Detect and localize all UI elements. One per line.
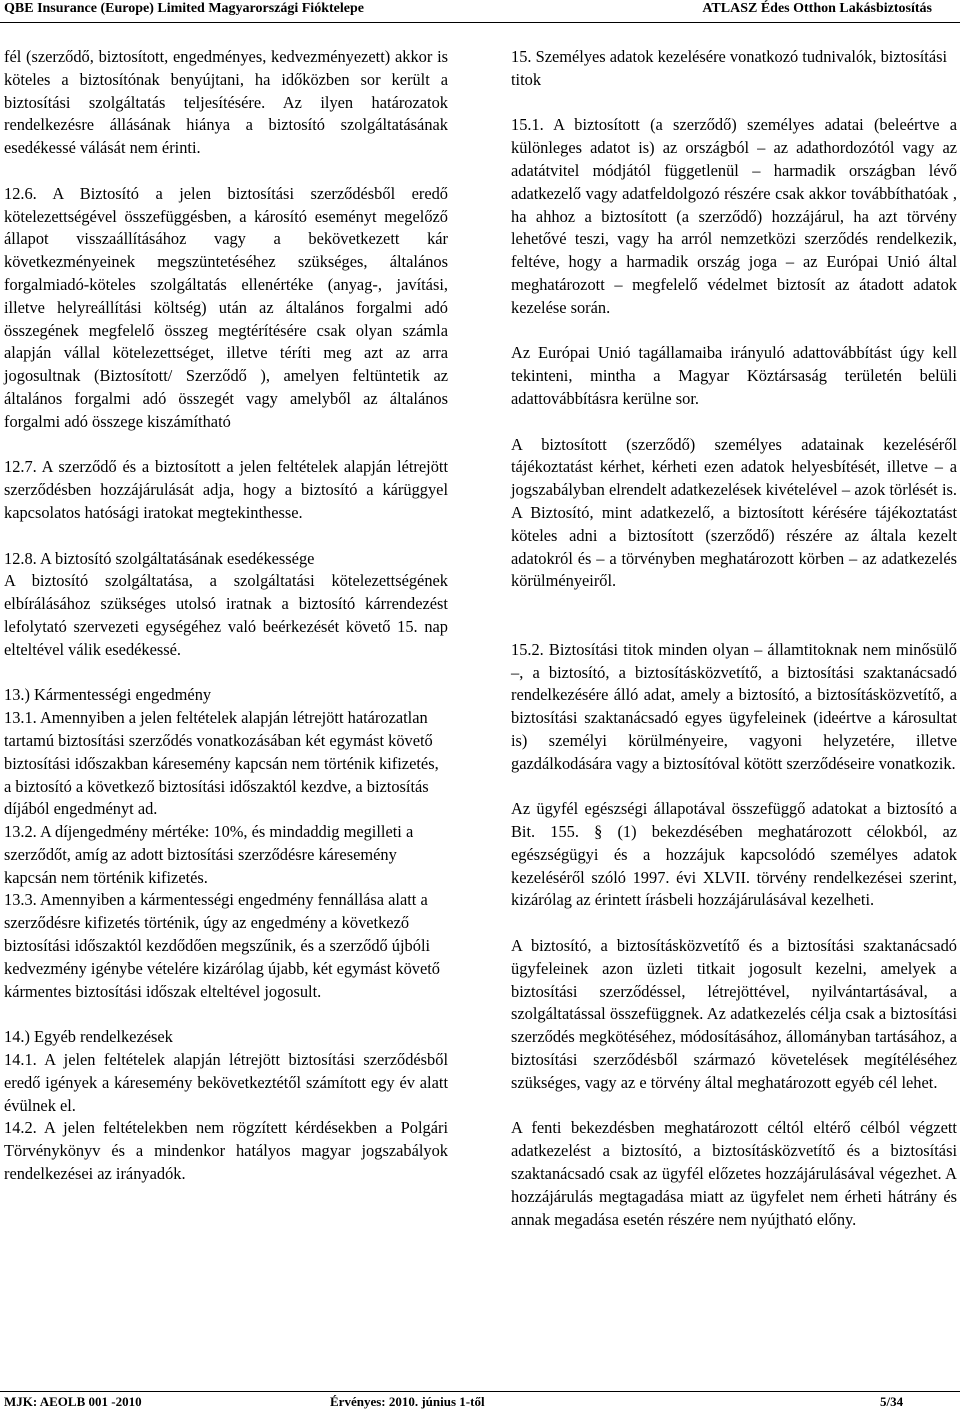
paragraph-13-3: 13.3. Amennyiben a kármentességi engedmény fennállása alatt a szerződésre kifizetés történik, úgy az engedmény a következő biztosítási időszaktól kezdődően megszűnik, és a szerződő újbóli kedvezmény igénybe vételére kizárólag újabb, két egymást követő kármentes biztosítási időszak elteltével jogosult. xyxy=(4,890,441,1001)
paragraph-business-secrets: A biztosító, a biztosításközvetítő és a biztosítási szaktanácsadó ügyfeleinek azon üzleti titkait jogosult kezelni, amelyek a biztosítási szerződéssel, létrejöttével, nyilvántartásával, a szolgáltatással összefüggnek. Az adatkezelés célja csak a biztosítási szerződés megkötéséhez, módosításához, állományban tartásához, a biztosítási szerződésből származó követelések megítéléséhez szükséges, vagy az e törvény által meghatározott egyéb cél lehet. xyxy=(511,936,957,1092)
paragraph-15-1: 15.1. A biztosított (a szerződő) személyes adatai (beleértve a különleges adatot is) az országból – az adathordozótól vagy az adatátvitel módjától függetlenül – harmadik országban lévő adatkezelő vagy adatfeldolgozó részére csak akkor továbbíthatóak , ha ahhoz a biztosított (a szerződő) hozzájárul, ha azt törvény lehetővé teszi, vagy ha arról nemzetközi szerződés rendelkezik, feltéve, hogy a harmadik ország joga – az Európai Unió által meghatározott – megfelelő védelmet biztosít az átadott adatok kezelése során. xyxy=(511,115,957,317)
paragraph-12-8: A biztosító szolgáltatása, a szolgáltatási kötelezettségének elbírálásához szükséges utolsó iratnak a biztosító kárrendezést lefolytató szervezeti egységéhez való beérkezését követő 15. nap elteltével válik esedékessé. xyxy=(4,571,448,659)
paragraph-12-5-continuation: fél (szerződő, biztosított, engedményes, kedvezményezett) akkor is köteles a biztosítónak benyújtani, ha időközben sor került a biztosítási szolgáltatás teljesítésére. Az ilyen határozatok rendelkezésre állásának hiánya a biztosító szolgáltatásának esedékessé válását nem érinti. xyxy=(4,47,448,158)
paragraph-15-2: 15.2. Biztosítási titok minden olyan – államtitoknak nem minősülő –, a biztosító, a biztosításközvetítő, a biztosítási szaktanácsadó rendelkezésére álló adat, amely a biztosító, a biztosításközvetítő, a biztosítási szaktanácsadó egyes ügyfeleinek (ideértve a károsultat is) személyi körülményeire, vagyoni helyzetére, illetve gazdálkodására vagy a biztosítóval kötött szerződéseire vonatkozik. xyxy=(511,639,957,773)
header-product: ATLASZ Édes Otthon Lakásbiztosítás xyxy=(702,1,932,16)
paragraph-data-rights: A biztosított (szerződő) személyes adatainak kezeléséről tájékoztatást kérhet, kérheti ezen adatok helyesbítését, illetve – a jogszabályban elrendelt adatkezelések kivételével – azok törlését is. A Biztosító, mint adatkezelő, a biztosított kérésére tájékoztatást köteles adni a biztosított (szerződő) részére az általa kezelt adatokról és – a törvényben meghatározott körben – az adatkezelés körülményeiről. xyxy=(511,434,957,591)
paragraph-13-1: 13.1. Amennyiben a jelen feltételek alapján létrejött határozatlan tartamú biztosítási szerződés vonatkozásában két egymást követő biztosítási időszakban káresemény kapcsán nem történik kifizetés, a biztosító a következő biztosítási időszaktól kezdve, a biztosítás díjából engedményt ad. xyxy=(4,708,439,819)
heading-15: 15. Személyes adatok kezelésére vonatkozó tudnivalók, biztosítási titok xyxy=(511,47,948,89)
right-column xyxy=(511,46,957,1231)
paragraph-14-2: 14.2. A jelen feltételekben nem rögzített kérdésekben a Polgári Törvénykönyv és a mindenkor hatályos magyar jogszabályok rendelkezései az irányadók. xyxy=(4,1118,448,1184)
header-rule xyxy=(0,22,960,23)
footer-rule xyxy=(0,1391,960,1392)
paragraph-12-7: 12.7. A szerződő és a biztosított a jelen feltételek alapján létrejött szerződésben hozzájárulását adja, hogy a biztosító a kárüggyel kapcsolatos hatósági iratokat megtekinthesse. xyxy=(4,457,448,522)
paragraph-consent: A fenti bekezdésben meghatározott céltól eltérő célból végzett adatkezelést a biztosító, a biztosításközvetítő és a biztosítási szaktanácsadó csak az ügyfél előzetes hozzájárulásával végezhet. A hozzájárulás megtagadása miatt az ügyfelet nem érheti hátrány és annak megadása esetén részére nem nyújtható előny. xyxy=(511,1118,957,1229)
paragraph-eu-transfer: Az Európai Unió tagállamaiba irányuló adattovábbítást úgy kell tekinteni, mintha a Magyar Köztársaság területén belüli adattovábbításra kerülne sor. xyxy=(511,343,957,408)
footer-page-number: 5/34 xyxy=(880,1394,904,1409)
footer-document-code: MJK: AEOLB 001 -2010 xyxy=(4,1394,142,1409)
heading-12-8: 12.8. A biztosító szolgáltatásának esedékessége xyxy=(4,548,315,568)
paragraph-14-1: 14.1. A jelen feltételek alapján létrejött biztosítási szerződésből eredő igények a káresemény bekövetkeztétől számított egy év alatt évülnek el. xyxy=(4,1050,448,1115)
heading-14: 14.) Egyéb rendelkezések xyxy=(4,1027,173,1047)
heading-13: 13.) Kármentességi engedmény xyxy=(4,685,212,705)
left-column xyxy=(4,46,448,1186)
paragraph-health-data: Az ügyfél egészségi állapotával összefüggő adatokat a biztosító a Bit. 155. § (1) bekezdésében meghatározott célokból, az egészségügyi és a hozzájuk kapcsolódó személyes adatok kezeléséről szóló 1997. évi XLVII. törvény rendelkezései szerint, kizárólag az érintett írásbeli hozzájárulásával kezelheti. xyxy=(511,799,957,910)
paragraph-12-6: 12.6. A Biztosító a jelen biztosítási szerződésből eredő kötelezettségével összefüggésben, a károsító eseményt megelőző állapot visszaállításához vagy a bekövetkezett kár következményeinek megszüntetéséhez szükséges, általános forgalmiadó-köteles szolgáltatás ellenértéke (anyag-, javítási, illetve helyreállítási költség) után az általános forgalmi adó összegének megfelelő összeg megtérítésére csak olyan számla alapján vállal kötelezettséget, illetve téríti meg azt az arra jogosultnak (Biztosított/ Szerződő ), amelyen feltüntetik az általános forgalmi adó összegét vagy amelyből az általános forgalmi adó összege kiszámítható xyxy=(4,183,448,431)
footer-validity: Érvényes: 2010. június 1-től xyxy=(330,1394,485,1409)
page-header xyxy=(0,0,960,22)
paragraph-13-2: 13.2. A díjengedmény mértéke: 10%, és mindaddig megilleti a szerződőt, amíg az adott biztosítási szerződésre káresemény kapcsán nem történik kifizetés. xyxy=(4,822,414,887)
page-footer xyxy=(0,1393,960,1409)
header-company: QBE Insurance (Europe) Limited Magyarországi Fióktelepe xyxy=(4,1,364,16)
